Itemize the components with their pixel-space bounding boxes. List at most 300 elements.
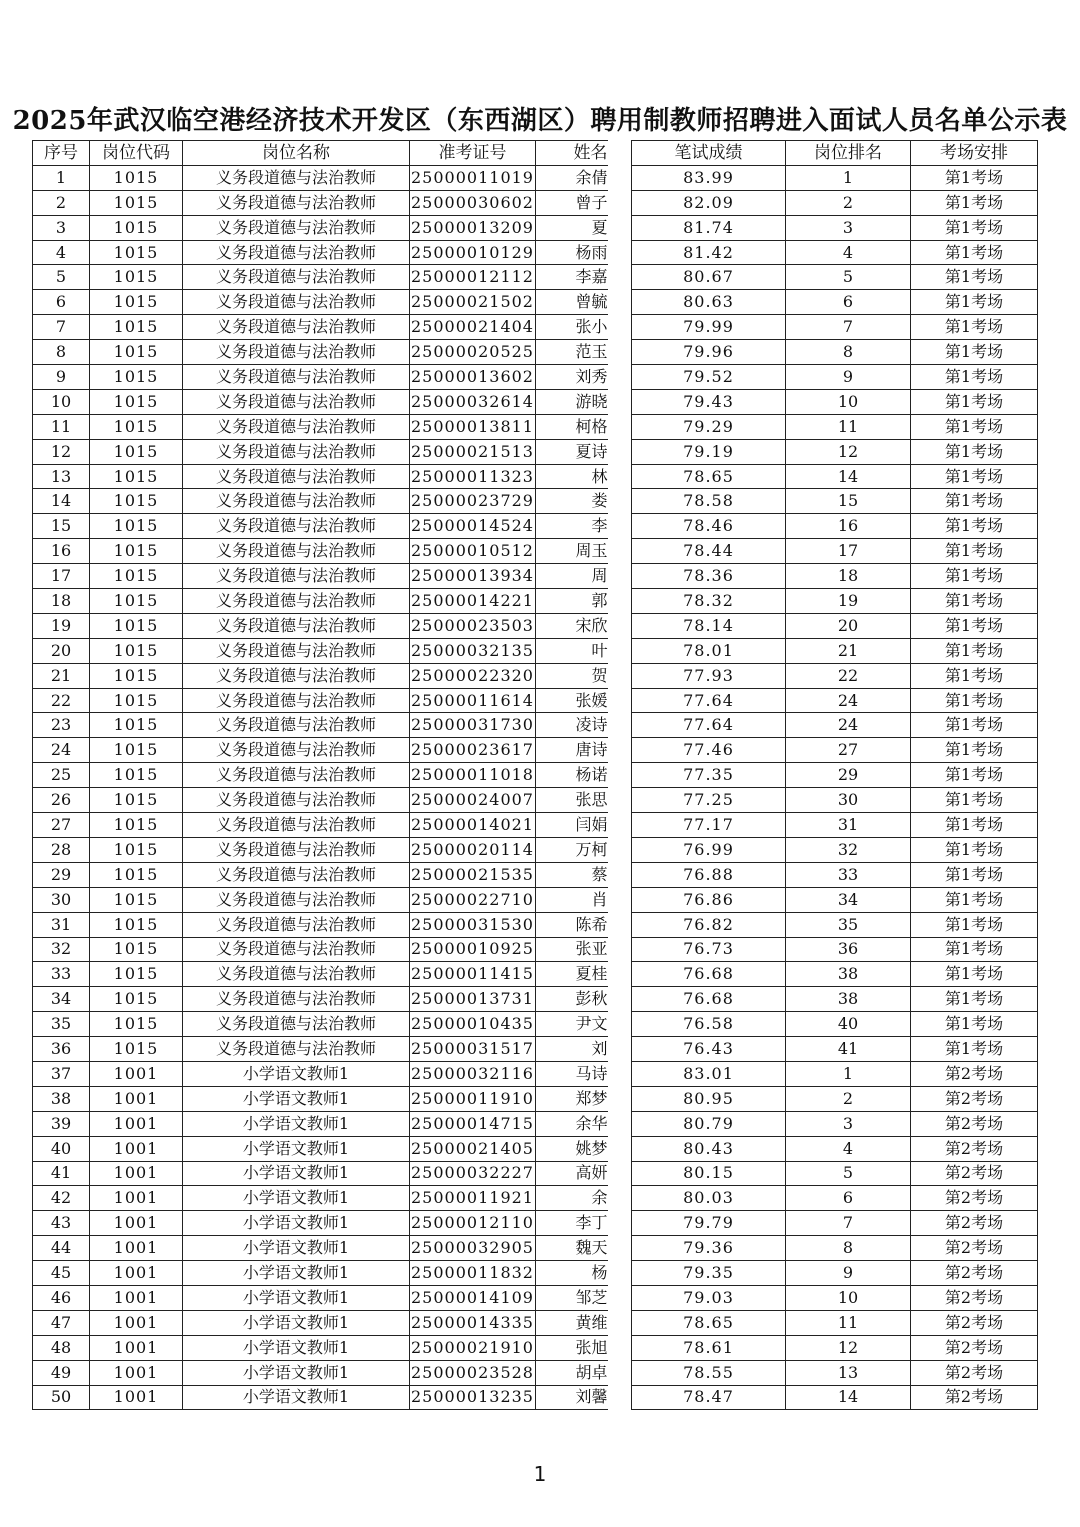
post-name-cell: 小学语文教师1 [183, 1136, 410, 1161]
table-row [33, 589, 608, 614]
rank-cell: 35 [786, 912, 911, 937]
score-cell: 76.88 [632, 862, 786, 887]
seq-cell: 6 [33, 290, 90, 315]
table-row [33, 1360, 608, 1385]
score-cell: 78.14 [632, 613, 786, 638]
table-row [632, 1360, 1038, 1385]
table-row [632, 837, 1038, 862]
exam-no-cell: 25000021535 [410, 862, 536, 887]
seq-cell: 32 [33, 937, 90, 962]
rank-cell: 34 [786, 887, 911, 912]
room-cell: 第1考场 [911, 340, 1038, 365]
table-row [632, 638, 1038, 663]
score-cell: 76.43 [632, 1037, 786, 1062]
room-cell: 第1考场 [911, 215, 1038, 240]
seq-cell: 16 [33, 539, 90, 564]
room-cell: 第2考场 [911, 1136, 1038, 1161]
exam-no-cell: 25000032116 [410, 1061, 536, 1086]
exam-no-cell: 25000013731 [410, 987, 536, 1012]
table-row [33, 514, 608, 539]
post-code-cell: 1015 [90, 290, 183, 315]
post-name-cell: 小学语文教师1 [183, 1211, 410, 1236]
table-row [33, 1186, 608, 1211]
exam-no-cell: 25000013811 [410, 414, 536, 439]
exam-no-cell: 25000021910 [410, 1335, 536, 1360]
room-cell: 第1考场 [911, 1012, 1038, 1037]
room-cell: 第1考场 [911, 813, 1038, 838]
name-cell: 郭 [536, 589, 608, 614]
table-row [33, 1211, 608, 1236]
room-cell: 第1考场 [911, 489, 1038, 514]
rank-cell: 2 [786, 1086, 911, 1111]
score-cell: 78.36 [632, 564, 786, 589]
header-post-name: 岗位名称 [183, 141, 410, 166]
rank-cell: 10 [786, 1285, 911, 1310]
table-row [632, 1285, 1038, 1310]
exam-no-cell: 25000020525 [410, 340, 536, 365]
post-code-cell: 1015 [90, 738, 183, 763]
table-row [632, 1086, 1038, 1111]
table-row [33, 1037, 608, 1062]
table-row [33, 813, 608, 838]
exam-no-cell: 25000012112 [410, 265, 536, 290]
table-row [33, 1111, 608, 1136]
seq-cell: 23 [33, 713, 90, 738]
table-row [632, 1061, 1038, 1086]
name-cell: 刘 [536, 1037, 608, 1062]
exam-no-cell: 25000013602 [410, 365, 536, 390]
post-code-cell: 1015 [90, 389, 183, 414]
room-cell: 第1考场 [911, 464, 1038, 489]
post-name-cell: 小学语文教师1 [183, 1385, 410, 1410]
rank-cell: 7 [786, 315, 911, 340]
post-name-cell: 义务段道德与法治教师 [183, 190, 410, 215]
name-cell: 刘馨 [536, 1385, 608, 1410]
room-cell: 第2考场 [911, 1086, 1038, 1111]
name-cell: 闫娟 [536, 813, 608, 838]
post-name-cell: 义务段道德与法治教师 [183, 937, 410, 962]
seq-cell: 4 [33, 240, 90, 265]
post-name-cell: 义务段道德与法治教师 [183, 564, 410, 589]
exam-no-cell: 25000010435 [410, 1012, 536, 1037]
score-cell: 77.46 [632, 738, 786, 763]
name-cell: 黄维 [536, 1310, 608, 1335]
table-row [33, 365, 608, 390]
rank-cell: 32 [786, 837, 911, 862]
room-cell: 第1考场 [911, 265, 1038, 290]
table-row [632, 912, 1038, 937]
seq-cell: 26 [33, 788, 90, 813]
table-row [33, 638, 608, 663]
header-exam-no: 准考证号 [410, 141, 536, 166]
rank-cell: 4 [786, 1136, 911, 1161]
table-row [33, 340, 608, 365]
seq-cell: 27 [33, 813, 90, 838]
rank-cell: 20 [786, 613, 911, 638]
exam-no-cell: 25000032614 [410, 389, 536, 414]
table-row [632, 1012, 1038, 1037]
rank-cell: 11 [786, 414, 911, 439]
name-cell: 杨雨 [536, 240, 608, 265]
post-name-cell: 小学语文教师1 [183, 1261, 410, 1286]
seq-cell: 17 [33, 564, 90, 589]
post-code-cell: 1001 [90, 1161, 183, 1186]
rank-cell: 17 [786, 539, 911, 564]
rank-cell: 38 [786, 962, 911, 987]
table-row [632, 1310, 1038, 1335]
exam-no-cell: 25000011415 [410, 962, 536, 987]
post-name-cell: 义务段道德与法治教师 [183, 763, 410, 788]
seq-cell: 40 [33, 1136, 90, 1161]
table-row [632, 1037, 1038, 1062]
rank-cell: 5 [786, 265, 911, 290]
table-row [33, 1161, 608, 1186]
exam-no-cell: 25000021405 [410, 1136, 536, 1161]
post-code-cell: 1001 [90, 1335, 183, 1360]
post-name-cell: 义务段道德与法治教师 [183, 589, 410, 614]
exam-no-cell: 25000014221 [410, 589, 536, 614]
name-cell: 马诗 [536, 1061, 608, 1086]
name-cell: 游晓 [536, 389, 608, 414]
score-cell: 79.52 [632, 365, 786, 390]
post-name-cell: 义务段道德与法治教师 [183, 215, 410, 240]
name-cell: 陈希 [536, 912, 608, 937]
table-row [33, 613, 608, 638]
post-code-cell: 1015 [90, 788, 183, 813]
post-name-cell: 小学语文教师1 [183, 1161, 410, 1186]
post-name-cell: 义务段道德与法治教师 [183, 813, 410, 838]
seq-cell: 11 [33, 414, 90, 439]
table-row [33, 862, 608, 887]
post-code-cell: 1015 [90, 215, 183, 240]
post-name-cell: 义务段道德与法治教师 [183, 713, 410, 738]
rank-cell: 4 [786, 240, 911, 265]
name-cell: 魏天 [536, 1236, 608, 1261]
post-name-cell: 义务段道德与法治教师 [183, 638, 410, 663]
score-cell: 76.73 [632, 937, 786, 962]
exam-no-cell: 25000011323 [410, 464, 536, 489]
name-cell: 周 [536, 564, 608, 589]
post-code-cell: 1015 [90, 340, 183, 365]
table-row [33, 1261, 608, 1286]
post-name-cell: 义务段道德与法治教师 [183, 464, 410, 489]
seq-cell: 34 [33, 987, 90, 1012]
score-cell: 77.35 [632, 763, 786, 788]
score-cell: 80.43 [632, 1136, 786, 1161]
exam-no-cell: 25000014524 [410, 514, 536, 539]
score-cell: 77.93 [632, 663, 786, 688]
score-cell: 78.61 [632, 1335, 786, 1360]
score-cell: 77.64 [632, 688, 786, 713]
post-code-cell: 1015 [90, 663, 183, 688]
table-row [632, 215, 1038, 240]
score-cell: 76.68 [632, 962, 786, 987]
table-row [33, 763, 608, 788]
rank-cell: 30 [786, 788, 911, 813]
room-cell: 第1考场 [911, 414, 1038, 439]
table-row [632, 589, 1038, 614]
name-cell: 曾子 [536, 190, 608, 215]
room-cell: 第1考场 [911, 514, 1038, 539]
room-cell: 第1考场 [911, 439, 1038, 464]
post-name-cell: 小学语文教师1 [183, 1186, 410, 1211]
room-cell: 第1考场 [911, 290, 1038, 315]
room-cell: 第2考场 [911, 1186, 1038, 1211]
table-row [33, 962, 608, 987]
room-cell: 第2考场 [911, 1236, 1038, 1261]
score-cell: 76.99 [632, 837, 786, 862]
exam-no-cell: 25000022710 [410, 887, 536, 912]
score-cell: 81.42 [632, 240, 786, 265]
post-name-cell: 小学语文教师1 [183, 1061, 410, 1086]
name-cell: 贺 [536, 663, 608, 688]
room-cell: 第2考场 [911, 1285, 1038, 1310]
post-name-cell: 义务段道德与法治教师 [183, 315, 410, 340]
room-cell: 第1考场 [911, 564, 1038, 589]
rank-cell: 15 [786, 489, 911, 514]
seq-cell: 28 [33, 837, 90, 862]
rank-cell: 16 [786, 514, 911, 539]
room-cell: 第2考场 [911, 1161, 1038, 1186]
room-cell: 第2考场 [911, 1061, 1038, 1086]
table-row [632, 1211, 1038, 1236]
rank-cell: 40 [786, 1012, 911, 1037]
post-code-cell: 1001 [90, 1360, 183, 1385]
room-cell: 第1考场 [911, 240, 1038, 265]
table-row [632, 1161, 1038, 1186]
name-cell: 林 [536, 464, 608, 489]
table-row [632, 514, 1038, 539]
table-row [632, 613, 1038, 638]
room-cell: 第1考场 [911, 389, 1038, 414]
table-row [33, 464, 608, 489]
seq-cell: 19 [33, 613, 90, 638]
rank-cell: 6 [786, 290, 911, 315]
room-cell: 第2考场 [911, 1385, 1038, 1410]
exam-no-cell: 25000032905 [410, 1236, 536, 1261]
post-code-cell: 1015 [90, 365, 183, 390]
table-row [33, 1285, 608, 1310]
name-cell: 刘秀 [536, 365, 608, 390]
name-cell: 范玉 [536, 340, 608, 365]
score-cell: 80.67 [632, 265, 786, 290]
rank-cell: 41 [786, 1037, 911, 1062]
post-name-cell: 义务段道德与法治教师 [183, 265, 410, 290]
seq-cell: 7 [33, 315, 90, 340]
room-cell: 第2考场 [911, 1310, 1038, 1335]
exam-no-cell: 25000032227 [410, 1161, 536, 1186]
post-name-cell: 义务段道德与法治教师 [183, 912, 410, 937]
table-row [632, 414, 1038, 439]
table-row [632, 862, 1038, 887]
post-code-cell: 1015 [90, 589, 183, 614]
name-cell: 周玉 [536, 539, 608, 564]
rank-cell: 31 [786, 813, 911, 838]
name-cell: 曾毓 [536, 290, 608, 315]
name-cell: 柯格 [536, 414, 608, 439]
table-row [33, 315, 608, 340]
rank-cell: 5 [786, 1161, 911, 1186]
post-code-cell: 1015 [90, 414, 183, 439]
table-row [33, 389, 608, 414]
exam-no-cell: 25000023503 [410, 613, 536, 638]
exam-no-cell: 25000031517 [410, 1037, 536, 1062]
rank-cell: 24 [786, 713, 911, 738]
name-cell: 张旭 [536, 1335, 608, 1360]
table-row [33, 1061, 608, 1086]
post-name-cell: 义务段道德与法治教师 [183, 165, 410, 190]
table-row [632, 962, 1038, 987]
seq-cell: 3 [33, 215, 90, 240]
score-cell: 77.25 [632, 788, 786, 813]
table-row [33, 1136, 608, 1161]
table-row [33, 215, 608, 240]
post-code-cell: 1015 [90, 165, 183, 190]
header-rank: 岗位排名 [786, 141, 911, 166]
name-cell: 余 [536, 1186, 608, 1211]
table-row [632, 987, 1038, 1012]
score-cell: 80.15 [632, 1161, 786, 1186]
exam-no-cell: 25000021404 [410, 315, 536, 340]
rank-cell: 3 [786, 1111, 911, 1136]
rank-cell: 6 [786, 1186, 911, 1211]
rank-cell: 9 [786, 1261, 911, 1286]
room-cell: 第1考场 [911, 613, 1038, 638]
seq-cell: 38 [33, 1086, 90, 1111]
seq-cell: 50 [33, 1385, 90, 1410]
score-cell: 78.32 [632, 589, 786, 614]
post-name-cell: 义务段道德与法治教师 [183, 887, 410, 912]
post-name-cell: 义务段道德与法治教师 [183, 663, 410, 688]
name-cell: 肖 [536, 887, 608, 912]
name-cell: 张媛 [536, 688, 608, 713]
table-row [632, 1335, 1038, 1360]
name-cell: 彭秋 [536, 987, 608, 1012]
exam-no-cell: 25000014021 [410, 813, 536, 838]
score-cell: 76.68 [632, 987, 786, 1012]
table-row [632, 240, 1038, 265]
seq-cell: 47 [33, 1310, 90, 1335]
post-name-cell: 小学语文教师1 [183, 1086, 410, 1111]
room-cell: 第1考场 [911, 788, 1038, 813]
table-row [632, 763, 1038, 788]
post-code-cell: 1015 [90, 489, 183, 514]
room-cell: 第1考场 [911, 688, 1038, 713]
rank-cell: 38 [786, 987, 911, 1012]
table-row [33, 1236, 608, 1261]
table-row [33, 1310, 608, 1335]
post-code-cell: 1001 [90, 1186, 183, 1211]
post-code-cell: 1015 [90, 837, 183, 862]
header-row-right [632, 141, 1038, 166]
room-cell: 第1考场 [911, 887, 1038, 912]
post-code-cell: 1015 [90, 962, 183, 987]
score-cell: 80.63 [632, 290, 786, 315]
score-cell: 80.03 [632, 1186, 786, 1211]
name-cell: 娄 [536, 489, 608, 514]
post-name-cell: 小学语文教师1 [183, 1236, 410, 1261]
post-code-cell: 1001 [90, 1111, 183, 1136]
post-code-cell: 1001 [90, 1236, 183, 1261]
table-row [632, 1385, 1038, 1410]
seq-cell: 21 [33, 663, 90, 688]
rank-cell: 1 [786, 165, 911, 190]
score-cell: 79.19 [632, 439, 786, 464]
name-cell: 姚梦 [536, 1136, 608, 1161]
score-cell: 76.58 [632, 1012, 786, 1037]
table-row [632, 315, 1038, 340]
post-name-cell: 义务段道德与法治教师 [183, 688, 410, 713]
name-cell: 万柯 [536, 837, 608, 862]
seq-cell: 13 [33, 464, 90, 489]
room-cell: 第2考场 [911, 1360, 1038, 1385]
table-row [632, 713, 1038, 738]
post-code-cell: 1001 [90, 1310, 183, 1335]
table-row [632, 663, 1038, 688]
table-row [33, 663, 608, 688]
table-row [632, 365, 1038, 390]
post-code-cell: 1015 [90, 464, 183, 489]
post-code-cell: 1015 [90, 688, 183, 713]
seq-cell: 1 [33, 165, 90, 190]
seq-cell: 49 [33, 1360, 90, 1385]
table-row [632, 937, 1038, 962]
post-name-cell: 义务段道德与法治教师 [183, 340, 410, 365]
exam-no-cell: 25000020114 [410, 837, 536, 862]
post-code-cell: 1015 [90, 439, 183, 464]
table-row [632, 489, 1038, 514]
post-name-cell: 义务段道德与法治教师 [183, 290, 410, 315]
table-row [33, 1012, 608, 1037]
table-row [33, 1385, 608, 1410]
post-code-cell: 1001 [90, 1061, 183, 1086]
exam-no-cell: 25000013209 [410, 215, 536, 240]
score-cell: 76.82 [632, 912, 786, 937]
post-code-cell: 1015 [90, 763, 183, 788]
name-cell: 张小 [536, 315, 608, 340]
name-cell: 余华 [536, 1111, 608, 1136]
exam-no-cell: 25000012110 [410, 1211, 536, 1236]
post-code-cell: 1015 [90, 1037, 183, 1062]
exam-no-cell: 25000011018 [410, 763, 536, 788]
rank-cell: 14 [786, 1385, 911, 1410]
table-row [632, 1236, 1038, 1261]
table-row [33, 937, 608, 962]
table-row [33, 713, 608, 738]
table-row [632, 688, 1038, 713]
header-post-code: 岗位代码 [90, 141, 183, 166]
seq-cell: 20 [33, 638, 90, 663]
exam-no-cell: 25000011019 [410, 165, 536, 190]
post-name-cell: 义务段道德与法治教师 [183, 613, 410, 638]
room-cell: 第2考场 [911, 1335, 1038, 1360]
post-code-cell: 1015 [90, 190, 183, 215]
seq-cell: 15 [33, 514, 90, 539]
seq-cell: 30 [33, 887, 90, 912]
post-code-cell: 1015 [90, 240, 183, 265]
table-row [632, 738, 1038, 763]
seq-cell: 33 [33, 962, 90, 987]
score-cell: 79.99 [632, 315, 786, 340]
post-name-cell: 小学语文教师1 [183, 1285, 410, 1310]
post-name-cell: 义务段道德与法治教师 [183, 439, 410, 464]
seq-cell: 36 [33, 1037, 90, 1062]
rank-cell: 18 [786, 564, 911, 589]
post-code-cell: 1001 [90, 1285, 183, 1310]
table-row [632, 887, 1038, 912]
room-cell: 第1考场 [911, 937, 1038, 962]
room-cell: 第1考场 [911, 589, 1038, 614]
